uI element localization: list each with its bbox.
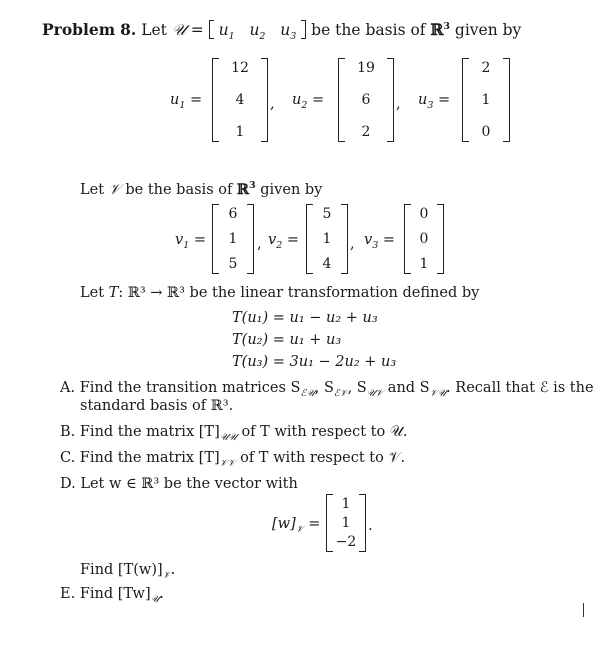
v1-sep: , [257,236,262,252]
part-b-label: B. [60,424,76,440]
v3-label: $v_3$ = [364,232,396,251]
part-a-line1: A. Find the transition matrices $S_{ℰ𝒰}$, $S_{ℰ𝒱}$, $S_{𝒰𝒱}$ and $S_{𝒱𝒰}$. Recall that ℰ is the [60,380,594,399]
part-c: C. Find the matrix $[T]_{𝒱𝒱}$ of T with respect to 𝒱. [60,450,406,469]
given-by: given by [454,21,522,39]
u2-label: $u_2$ = [292,92,325,111]
part-e-label: E. [60,586,76,602]
equation-2: T(u₂) = u₁ + u₃ [232,332,342,348]
u-row-bracket-right [301,20,306,39]
u2-sep: , [396,96,401,112]
R-symbol: ℝ$^3$ [430,20,450,39]
u1-matrix: 12 4 1 [212,58,268,142]
equation-1: T(u₁) = u₁ − u₂ + u₃ [232,310,378,326]
equation-3: T(u₃) = 3u₁ − 2u₂ + u₃ [232,354,397,370]
v3-matrix: 0 0 1 [404,204,444,274]
u-list-3: $u_3$ [280,21,297,43]
basis-U-symbol: 𝒰 [171,21,186,39]
part-b: B. Find the matrix $[T]_{𝒰𝒰}$ of T with respect to 𝒰. [60,424,408,443]
w-end: . [368,518,373,534]
v-intro-line: Let 𝒱 be the basis of ℝ$^3$ given by [80,180,323,198]
basis-V-symbol: 𝒱 [108,181,121,198]
part-a-label: A. [60,380,76,396]
intro-let: Let [141,21,167,39]
t-intro-line: Let T: ℝ³ → ℝ³ be the linear transformation defined by [80,285,480,301]
w-label: $[w]_𝒱$ = [272,516,321,535]
u2-matrix: 19 6 2 [338,58,394,142]
v1-label: $v_1$ = [175,232,207,251]
problem-title-line [42,20,521,42]
part-d: D. Let w ∈ ℝ³ be the vector with [60,476,298,492]
part-e: E. Find $[Tw]_𝒰$. [60,586,164,605]
eq-sign: = [190,21,204,39]
part-d-label: D. [60,476,76,492]
u-row-bracket [209,20,214,39]
v2-label: $v_2$ = [268,232,300,251]
v2-matrix: 5 1 4 [306,204,348,274]
v1-matrix: 6 1 5 [212,204,254,274]
intro-tail: be the basis of [311,21,426,39]
u3-matrix: 2 1 0 [462,58,510,142]
w-matrix: 1 1 −2 [326,494,366,552]
u1-sep: , [270,96,275,112]
u1-label: $u_1$ = [170,92,203,111]
problem-number: 8. [120,20,137,39]
part-a-line2: standard basis of ℝ³. [80,398,234,414]
part-c-label: C. [60,450,76,466]
u3-label: $u_3$ = [418,92,451,111]
text-cursor [583,603,584,617]
find-tw-line: Find $[T(w)]_𝒱$. [80,562,176,581]
u-list-2: $u_2$ [249,21,266,43]
v2-sep: , [350,236,355,252]
u-list-1: $u_1$ [218,21,235,43]
problem-label: Problem [42,20,116,39]
